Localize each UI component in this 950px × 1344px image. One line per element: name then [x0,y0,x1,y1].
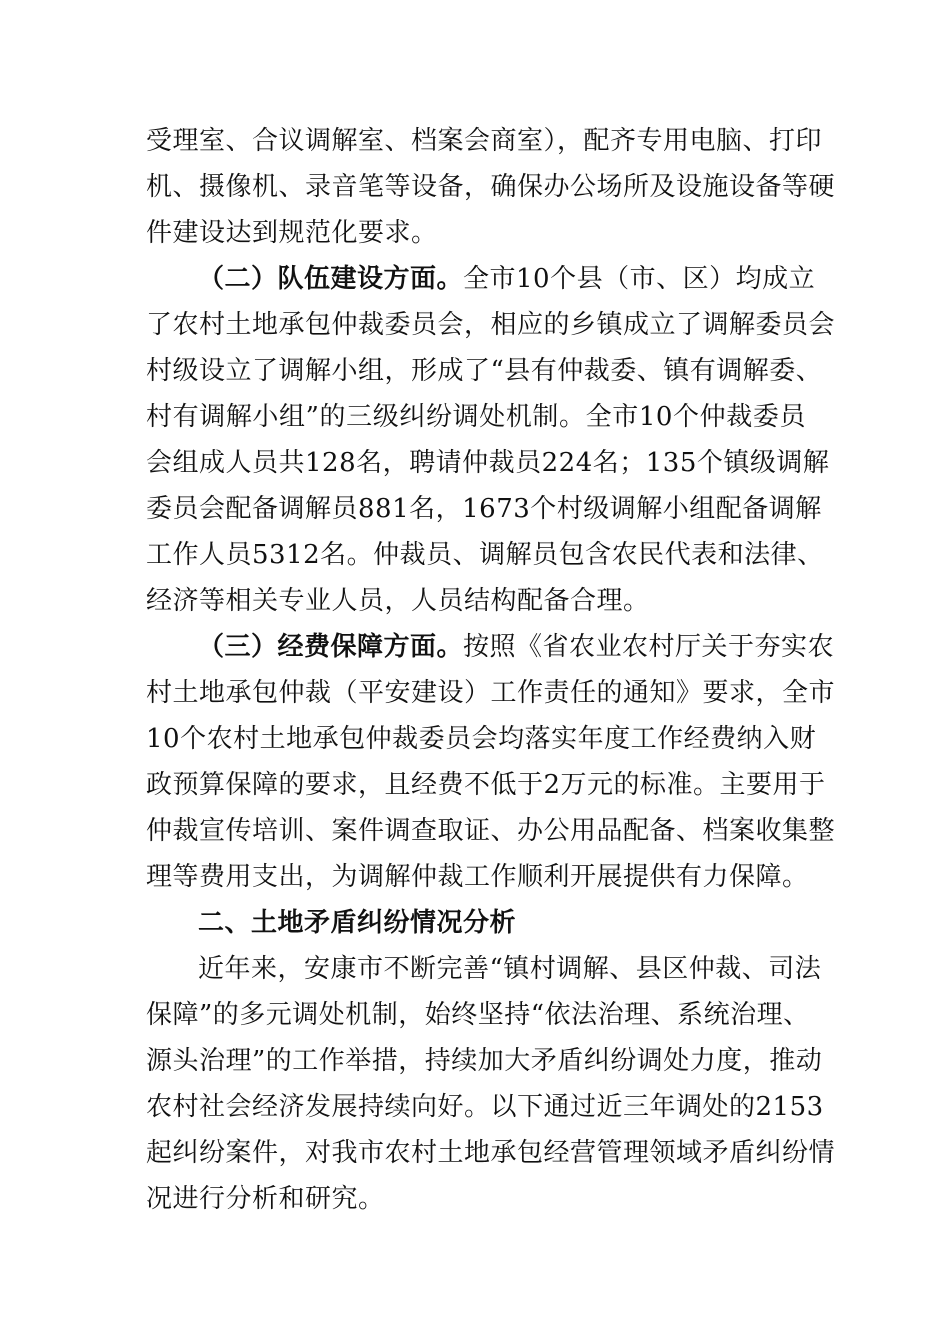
paragraph-line: 委员会配备调解员881名，1673个村级调解小组配备调解 [146,494,822,524]
paragraph-first-line [198,264,816,294]
paragraph-line: 机、摄像机、录音笔等设备，确保办公场所及设施设备等硬 [146,172,836,202]
paragraph-line: 村有调解小组”的三级纠纷调处机制。全市10个仲裁委员 [146,402,806,432]
paragraph-line: 件建设达到规范化要求。 [146,218,438,248]
paragraph-line: 仲裁宣传培训、案件调查取证、办公用品配备、档案收集整 [146,816,836,846]
section-heading: 二、土地矛盾纠纷情况分析 [198,908,517,938]
paragraph-line: 政预算保障的要求，且经费不低于2万元的标准。主要用于 [146,770,826,800]
paragraph-line: 10个农村土地承包仲裁委员会均落实年度工作经费纳入财 [146,724,817,754]
paragraph-line: 村土地承包仲裁（平安建设）工作责任的通知》要求，全市 [146,678,836,708]
paragraph-line: 起纠纷案件，对我市农村土地承包经营管理领域矛盾纠纷情 [146,1138,836,1168]
paragraph-text: 全市10个县（市、区）均成立 [463,264,816,294]
paragraph-line: 了农村土地承包仲裁委员会，相应的乡镇成立了调解委员会 [146,310,836,340]
paragraph-line: 理等费用支出，为调解仲裁工作顺利开展提供有力保障。 [146,862,809,892]
paragraph-line: 会组成人员共128名，聘请仲裁员224名；135个镇级调解 [146,448,830,478]
paragraph-line: 农村社会经济发展持续向好。以下通过近三年调处的2153 [146,1092,824,1122]
section-lead: （二）队伍建设方面。 [198,264,464,294]
paragraph-line: 工作人员5312名。仲裁员、调解员包含农民代表和法律、 [146,540,824,570]
paragraph-first-line [198,632,835,662]
paragraph-first-line: 近年来，安康市不断完善“镇村调解、县区仲裁、司法 [198,954,822,984]
paragraph-line: 经济等相关专业人员，人员结构配备合理。 [146,586,650,616]
paragraph-line: 况进行分析和研究。 [146,1184,385,1214]
paragraph-line: 源头治理”的工作举措，持续加大矛盾纠纷调处力度，推动 [146,1046,823,1076]
paragraph-line: 保障”的多元调处机制，始终坚持“依法治理、系统治理、 [146,1000,810,1030]
paragraph-line: 村级设立了调解小组，形成了“县有仲裁委、镇有调解委、 [146,356,823,386]
paragraph-line: 受理室、合议调解室、档案会商室），配齐专用电脑、打印 [146,126,823,156]
section-lead: （三）经费保障方面。 [198,632,464,662]
paragraph-text: 按照《省农业农村厅关于夯实农 [463,632,835,662]
